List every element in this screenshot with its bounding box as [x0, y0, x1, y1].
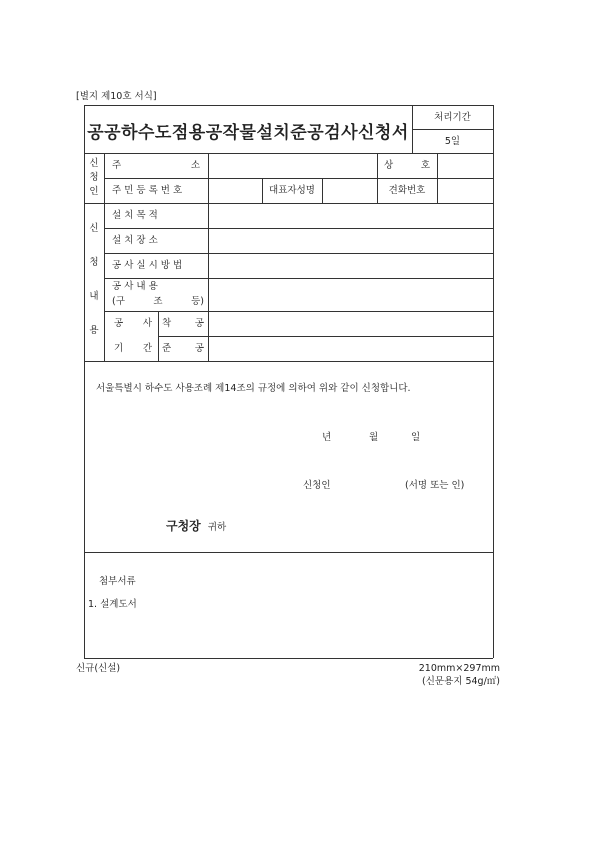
processing-period-value: 5일: [444, 136, 461, 147]
work-content-label: 공 사 내 용: [112, 281, 158, 292]
date-day: 일: [411, 432, 421, 443]
recipient: [166, 515, 226, 534]
phone-label: 견화번호: [388, 185, 426, 196]
paper-type: (신문용지 54g/㎡): [422, 676, 500, 687]
applicant-side-label: 신 청 인: [89, 158, 99, 197]
attachment-item: 1. 설계도서: [88, 599, 137, 610]
installation-purpose-label: 설 치 목 적: [112, 210, 158, 221]
border-right: [493, 105, 494, 658]
border-bottom: [84, 658, 493, 659]
start-date-label: 착 공: [162, 318, 204, 329]
date-year: 년: [322, 432, 332, 443]
construction-period-label-bottom: 기 간: [114, 343, 152, 354]
installation-location-label: 설 치 장 소: [112, 235, 158, 246]
applicant-signature-label: 신청인: [303, 480, 331, 491]
paper-size: 210mm×297mm: [418, 663, 500, 674]
construction-method-label: 공 사 실 시 방 법: [112, 260, 183, 271]
attachments-title: 첨부서류: [99, 576, 136, 587]
form-reference: [별지 제10호 서식]: [76, 91, 157, 102]
business-name-label: 상 호: [384, 160, 430, 171]
border-top: [84, 105, 493, 106]
processing-period-label: 처리기간: [434, 112, 471, 123]
construction-period-label-top: 공 사: [114, 318, 152, 329]
document-title: 공공하수도점용공작물설치준공검사신청서: [87, 123, 409, 143]
signature-or-seal: (서명 또는 인): [405, 480, 465, 491]
recipient-suffix: 귀하: [207, 522, 227, 533]
completion-date-label: 준 공: [162, 343, 204, 354]
recipient-name: 구청장: [166, 519, 201, 533]
representative-name-label: 대표자성명: [269, 185, 315, 196]
footer-new: 신규(신설): [76, 663, 121, 674]
work-content-structure-label: (구 조 등): [112, 296, 204, 307]
address-label: 주 소: [112, 160, 200, 171]
date-month: 월: [369, 432, 379, 443]
resident-number-label: 주 민 등 록 번 호: [112, 185, 183, 196]
application-statement: 서울특별시 하수도 사용조례 제14조의 규정에 의하여 위와 같이 신청합니다.: [96, 383, 411, 394]
